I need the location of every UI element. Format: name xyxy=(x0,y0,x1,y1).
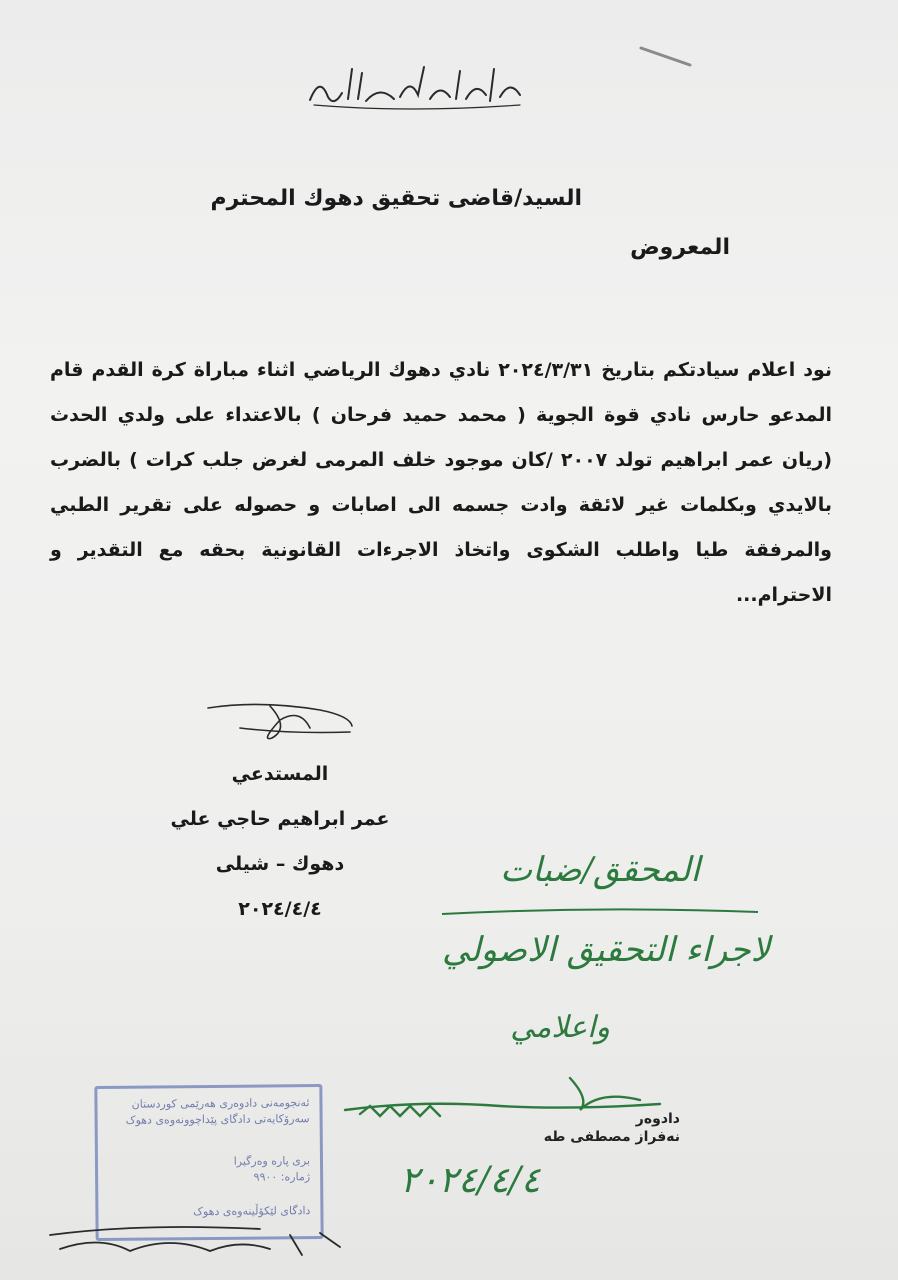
sender-signature xyxy=(200,698,360,748)
judge-name: نەفراز مصطفى طه xyxy=(543,1129,680,1145)
sender-name: عمر ابراهيم حاجي علي xyxy=(170,808,390,830)
sender-location: دهوك – شيلى xyxy=(215,853,345,875)
judge-title: دادوەر xyxy=(635,1111,680,1127)
handwritten-annotation xyxy=(340,840,780,1070)
annotation-line-2: لاجراء التحقيق الاصولي xyxy=(441,930,770,970)
judge-date: ٢٠٢٤/٤/٤ xyxy=(400,1160,541,1201)
letter-body: نود اعلام سيادتكم بتاريخ ٢٠٢٤/٣/٣١ نادي دهوك الرياضي اثناء مباراة كرة القدم قام المدعو حارس نادي قوة الجوية ( محمد حميد فرحان ) بالاعتداء على ولدي الحدث (ريان عمر ابراهيم تولد ٢٠٠٧ /كان موجود خلف المرمى لغرض جلب كرات ) بالضرب بالايدي وبكلمات غير لائقة وادت جسمه الى اصابات و حصوله على تقرير الطبي والمرفقة طيا واطلب الشكوى واتخاذ الاجرءات القانونية بحقه مع التقدير و الاحترام... xyxy=(50,359,832,606)
bottom-scribble xyxy=(40,1205,360,1265)
paper-clip-mark xyxy=(638,44,693,68)
stamp-line-4: ژمارە: ٩٩٠٠ xyxy=(253,1170,311,1184)
stamp-line-3: بری پارە وەرگیرا xyxy=(233,1154,311,1168)
judge-signature-block xyxy=(340,1070,680,1230)
sender-date: ٢٠٢٤/٤/٤ xyxy=(238,898,322,920)
stamp-line-5: دادگای لێکۆڵینەوەی دهوک xyxy=(193,1204,311,1219)
addressee-line: السيد/قاضى تحقيق دهوك المحترم xyxy=(210,186,582,211)
subject-line: المعروض xyxy=(630,235,730,260)
judge-name-block xyxy=(544,1110,680,1146)
sender-label: المستدعي xyxy=(231,763,329,785)
stamp-line-1: ئەنجومەنی دادوەری هەرێمی کوردستان xyxy=(131,1096,310,1111)
annotation-underline xyxy=(440,902,760,922)
annotation-line-3: واعلامي xyxy=(510,1010,610,1045)
annotation-line-1: المحقق/ضبات xyxy=(500,850,700,890)
stamp-line-2: سەرۆکایەتی دادگای پێداچوونەوەی دهوک xyxy=(125,1112,310,1127)
bismillah-calligraphy xyxy=(300,55,530,115)
